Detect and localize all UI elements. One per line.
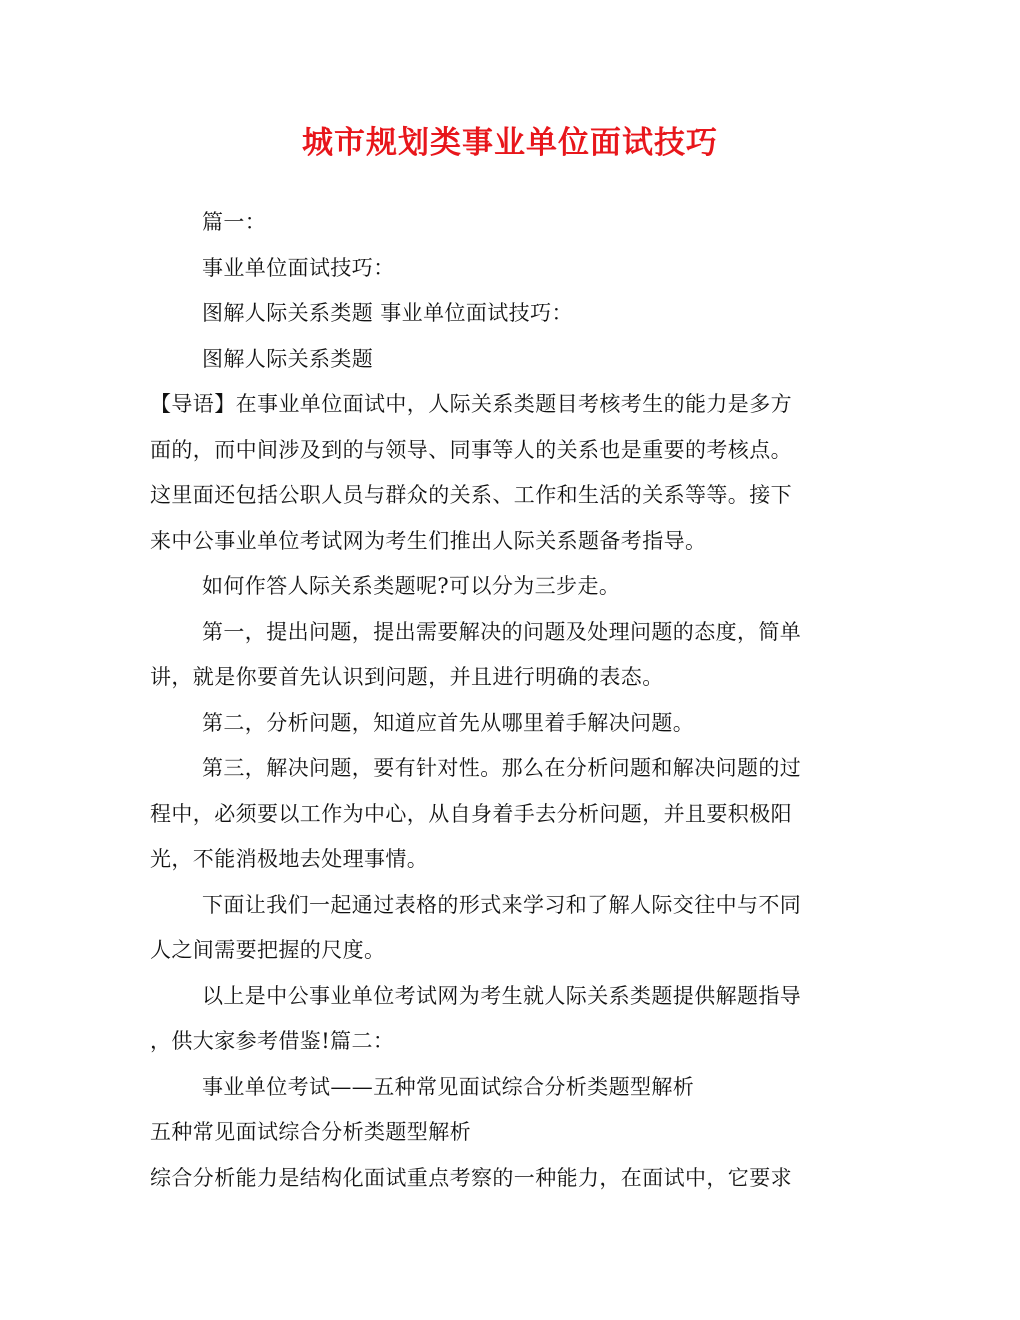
paragraph-line: 图解人际关系类题 事业单位面试技巧： [202, 301, 573, 325]
paragraph-line: 综合分析能力是结构化面试重点考察的一种能力，在面试中，它要求 [150, 1165, 792, 1190]
paragraph-line: 如何作答人际关系类题呢?可以分为三步走。 [202, 574, 621, 598]
paragraph-line: 第三，解决问题，要有针对性。那么在分析问题和解决问题的过 [202, 756, 802, 780]
document-title: 城市规划类事业单位面试技巧 [302, 125, 718, 161]
paragraph-line: 事业单位考试——五种常见面试综合分析类题型解析 [202, 1074, 695, 1099]
paragraph-line: 光，不能消极地去处理事情。 [150, 847, 429, 871]
paragraph-line: 人之间需要把握的尺度。 [150, 938, 386, 962]
paragraph-line: 程中，必须要以工作为中心，从自身着手去分析问题，并且要积极阳 [150, 801, 792, 826]
paragraph-line: 第一，提出问题，提出需要解决的问题及处理问题的态度，简单 [202, 619, 802, 644]
document-body [150, 200, 850, 1201]
paragraph-line: 事业单位面试技巧： [202, 255, 395, 280]
paragraph-line: 下面让我们一起通过表格的形式来学习和了解人际交往中与不同 [202, 892, 802, 917]
paragraph-line: 以上是中公事业单位考试网为考生就人际关系类题提供解题指导 [202, 983, 802, 1008]
paragraph-line: 【导语】在事业单位面试中，人际关系类题目考核考生的能力是多方 [150, 392, 792, 416]
paragraph-line: ，供大家参考借鉴!篇二： [150, 1029, 395, 1053]
paragraph-line: 面的，而中间涉及到的与领导、同事等人的关系也是重要的考核点。 [150, 437, 792, 462]
paragraph-line: 五种常见面试综合分析类题型解析 [150, 1120, 471, 1144]
paragraph-line: 这里面还包括公职人员与群众的关系、工作和生活的关系等等。接下 [150, 483, 792, 507]
paragraph-line: 来中公事业单位考试网为考生们推出人际关系题备考指导。 [150, 528, 707, 553]
paragraph-line: 篇一： [202, 210, 267, 234]
paragraph-line: 图解人际关系类题 [202, 346, 374, 371]
paragraph-line: 第二，分析问题，知道应首先从哪里着手解决问题。 [202, 710, 695, 735]
paragraph-line: 讲，就是你要首先认识到问题，并且进行明确的表态。 [150, 665, 664, 689]
